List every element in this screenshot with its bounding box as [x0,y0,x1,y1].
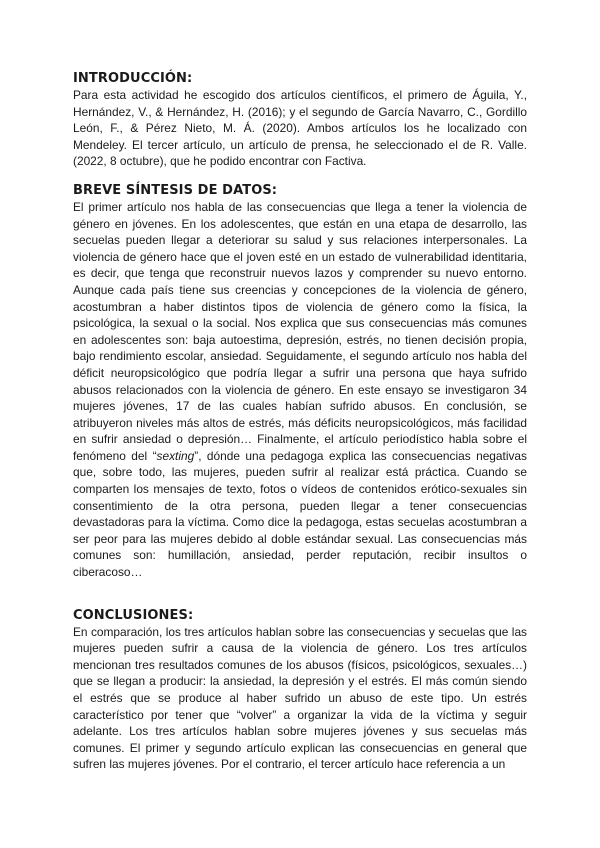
conclusions-heading: CONCLUSIONES: [73,607,194,623]
synthesis-section [73,182,527,581]
synthesis-text-before: El primer artículo nos habla de las consecuencias que llega a tener la violencia de género en jóvenes. En los adolescentes, que están en una etapa de desarrollo, las secuelas pueden llegar a deteriorar su salud y sus relaciones interpersonales. La violencia de género hace que el joven esté en un estado de vulnerabilidad identitaria, es decir, que tenga que reconstruir nuevos lazos y comprender su nuevo entorno. Aunque cada país tiene sus creencias y concepciones de la violencia de género, acostumbran a haber distintos tipos de violencia de género como la física, la psicológica, la sexual o la social. Nos explica que sus consecuencias más comunes en adolescentes son: baja autoestima, depresión, estrés, no tienen decisión propia, bajo rendimiento escolar, ansiedad. Seguidamente, el segundo artículo nos habla del déficit neuropsicológico que podría llegar a sufrir una persona que haya sufrido abusos relacionados con la violencia de género. En este ensayo se investigaron 34 mujeres jóvenes, 17 de las cuales habían sufrido abusos. En conclusión, se atribuyeron niveles más altos de estrés, más déficits neuropsicológicos, más facilidad en sufrir ansiedad o depresión… Finalmente, el artículo periodístico habla sobre el fenómeno del “ [73,199,527,463]
intro-paragraph: Para esta actividad he escogido dos artículos científicos, el primero de Águila, Y., Hernández, V., & Hernández, H. (2016); y el segundo de García Navarro, C., Gordillo León, F., & Pérez Nieto, M. Á. (2020). Ambos artículos los he localizado con Mendeley. El tercer artículo, un artículo de prensa, he seleccionado el de R. Valle. (2022, 8 octubre), que he podido encontrar con Factiva. [73,88,527,169]
intro-section [73,70,527,170]
conclusions-section [73,607,527,773]
synthesis-text-after: ”, dónde una pedagoga explica las consecuencias negativas que, sobre todo, las mujeres, pueden sufrir al realizar está práctica. Cuando se comparten los mensajes de texto, fotos o vídeos de contenidos erótico-sexuales sin consentimiento de la otra persona, pueden llegar a tener consecuencias devastadoras para la víctima. Como dice la pedagoga, estas secuelas acostumbran a ser peor para las mujeres debido al doble estándar sexual. Las consecuencias más comunes son: humillación, ansiedad, perder reputación, recibir insultos o ciberacoso… [73,448,527,580]
intro-heading: INTRODUCCIÓN: [73,71,193,86]
document-page [73,70,527,773]
synthesis-paragraph [73,199,527,581]
sexting-emphasis: sexting [156,448,195,463]
synthesis-heading: BREVE SÍNTESIS DE DATOS: [73,182,278,198]
conclusions-paragraph: En comparación, los tres artículos hablan sobre las consecuencias y secuelas que las mujeres pueden sufrir a causa de la violencia de género. Los tres artículos mencionan tres resultados comunes de los abusos (físicos, psicológicos, sexuales…) que se llegan a producir: la ansiedad, la depresión y el estrés. El más común siendo el estrés que se produce al haber sufrido un abuso de este tipo. Un estrés característico por tener que “volver” a organizar la vida de la víctima y seguir adelante. Los tres artículos hablan sobre mujeres jóvenes y sus secuelas más comunes. El primer y segundo artículo explican las consecuencias en general que sufren las mujeres jóvenes. Por el contrario, el tercer artículo hace referencia a un [73,624,527,772]
